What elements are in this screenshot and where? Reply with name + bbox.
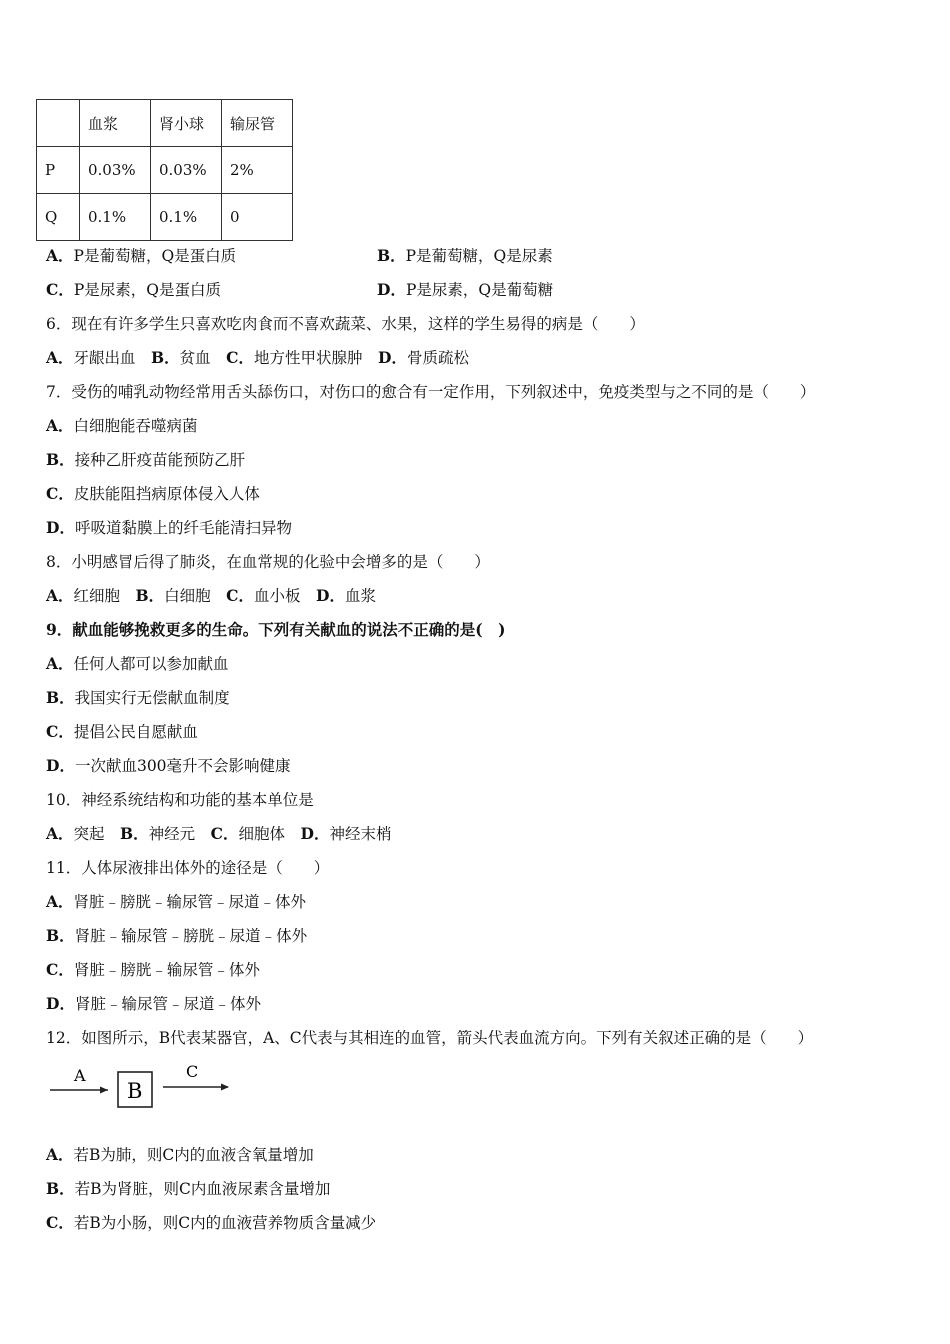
q12-option-c — [46, 1213, 376, 1233]
q7-option-b — [46, 450, 245, 470]
q12-option-b — [46, 1179, 330, 1199]
option-text: P是葡萄糖，Q是蛋白质 — [73, 247, 237, 265]
q9-option-d — [46, 756, 291, 776]
option-label: D． — [46, 518, 75, 537]
table-header-cell: 肾小球 — [151, 100, 222, 147]
table-row — [37, 147, 293, 194]
label-c: C — [186, 1062, 199, 1081]
q11-option-b — [46, 926, 307, 946]
table-header-row — [37, 100, 293, 147]
option-text: P是尿素，Q是葡萄糖 — [405, 281, 554, 299]
option-label: A． — [46, 246, 74, 265]
table-cell: 0.1% — [80, 194, 151, 241]
q11-option-c — [46, 960, 260, 980]
option-label: C． — [226, 348, 255, 367]
option-label: C． — [46, 484, 74, 503]
option-label: A． — [46, 892, 74, 911]
q10-options — [46, 824, 392, 844]
option-text: 牙龈出血 — [73, 349, 152, 367]
q8-stem: 8．小明感冒后得了肺炎，在血常规的化验中会增多的是（ ） — [46, 553, 490, 571]
table-cell: 0.03% — [80, 147, 151, 194]
option-text: 突起 — [73, 825, 121, 843]
option-text: 我国实行无偿献血制度 — [74, 689, 230, 707]
option-text: 神经末梢 — [329, 825, 392, 843]
option-label: B． — [46, 926, 75, 945]
arrow-c-head-icon — [221, 1084, 229, 1091]
option-text: 贫血 — [179, 349, 227, 367]
option-label: A． — [46, 654, 74, 673]
table-header-cell: 血浆 — [80, 100, 151, 147]
option-text: 肾脏﹣输尿管﹣尿道﹣体外 — [74, 995, 261, 1013]
option-label: B． — [46, 1179, 75, 1198]
option-label: A． — [46, 416, 74, 435]
option-text: 若B为小肠，则C内的血液营养物质含量减少 — [73, 1214, 377, 1232]
q11-stem: 11．人体尿液排出体外的途径是（ ） — [46, 859, 330, 877]
option-text: 若B为肾脏，则C内血液尿素含量增加 — [74, 1180, 331, 1198]
table-cell: 2% — [222, 147, 293, 194]
option-label: C． — [46, 1213, 74, 1232]
option-text: P是葡萄糖，Q是尿素 — [405, 247, 553, 265]
option-label: B． — [151, 348, 180, 367]
option-text: 肾脏﹣膀胱﹣输尿管﹣尿道﹣体外 — [73, 893, 307, 911]
option-label: D． — [378, 348, 407, 367]
q7-stem: 7．受伤的哺乳动物经常用舌头舔伤口，对伤口的愈合有一定作用，下列叙述中，免疫类型与之不同的是（ ） — [46, 383, 816, 401]
q9-option-b — [46, 688, 230, 708]
option-label: A． — [46, 824, 74, 843]
q6-stem: 6．现在有许多学生只喜欢吃肉食而不喜欢蔬菜、水果，这样的学生易得的病是（ ） — [46, 315, 645, 333]
option-label: D． — [300, 824, 330, 843]
option-label: A． — [46, 348, 74, 367]
option-text: 白细胞 — [164, 587, 227, 605]
option-text: 呼吸道黏膜上的纤毛能清扫异物 — [74, 519, 292, 537]
q7-option-a — [46, 416, 198, 436]
option-text: 肾脏﹣膀胱﹣输尿管﹣体外 — [73, 961, 260, 979]
option-text: 血小板 — [254, 587, 317, 605]
table-cell: P — [37, 147, 80, 194]
option-text: 血浆 — [344, 587, 376, 605]
option-label: C． — [46, 722, 74, 741]
q8-options — [46, 586, 376, 606]
option-text: P是尿素，Q是蛋白质 — [73, 281, 221, 299]
option-text: 一次献血300毫升不会影响健康 — [74, 757, 291, 775]
option-text: 肾脏﹣输尿管﹣膀胱﹣尿道﹣体外 — [74, 927, 308, 945]
table-header-cell: 输尿管 — [222, 100, 293, 147]
option-label: B． — [120, 824, 149, 843]
option-label: B． — [46, 450, 75, 469]
q7-option-d — [46, 518, 292, 538]
table-cell: 0.1% — [151, 194, 222, 241]
q10-stem: 10．神经系统结构和功能的基本单位是 — [46, 791, 314, 809]
option-text: 红细胞 — [73, 587, 136, 605]
table-row — [37, 194, 293, 241]
option-text: 提倡公民自愿献血 — [73, 723, 198, 741]
q9-option-c — [46, 722, 198, 742]
q5-option-c — [46, 280, 221, 300]
option-text: 白细胞能吞噬病菌 — [73, 417, 198, 435]
q7-option-c — [46, 484, 260, 504]
q5-option-a — [46, 246, 236, 266]
option-label: D． — [377, 280, 406, 299]
option-label: D． — [46, 756, 75, 775]
option-text: 皮肤能阻挡病原体侵入人体 — [73, 485, 260, 503]
q5-option-d — [377, 280, 553, 300]
blood-flow-diagram — [46, 1062, 246, 1112]
option-label: B． — [135, 586, 165, 605]
q9-option-a — [46, 654, 229, 674]
arrow-a-head-icon — [100, 1087, 108, 1094]
q12-stem: 12．如图所示，B代表某器官，A、C代表与其相连的血管，箭头代表血流方向。下列有关叙述正确的是（ ） — [46, 1029, 814, 1047]
label-b: B — [127, 1079, 143, 1103]
table-cell: 0 — [222, 194, 293, 241]
q11-option-d — [46, 994, 261, 1014]
option-text: 接种乙肝疫苗能预防乙肝 — [74, 451, 246, 469]
option-label: D． — [316, 586, 345, 605]
q5-data-table — [36, 99, 293, 241]
option-text: 骨质疏松 — [406, 349, 469, 367]
table-cell: Q — [37, 194, 80, 241]
option-label: B． — [46, 688, 75, 707]
table-cell — [37, 100, 80, 147]
option-label: D． — [46, 994, 75, 1013]
q9-stem: 9．献血能够挽救更多的生命。下列有关献血的说法不正确的是( ) — [46, 620, 506, 639]
option-text: 细胞体 — [238, 825, 301, 843]
q5-option-b — [377, 246, 553, 266]
option-label: C． — [210, 824, 239, 843]
q12-option-a — [46, 1145, 314, 1165]
option-text: 神经元 — [148, 825, 211, 843]
label-a: A — [74, 1066, 86, 1085]
option-label: C． — [46, 280, 74, 299]
table-cell: 0.03% — [151, 147, 222, 194]
option-label: B． — [377, 246, 406, 265]
option-label: A． — [46, 1145, 74, 1164]
q11-option-a — [46, 892, 306, 912]
option-text: 若B为肺，则C内的血液含氧量增加 — [73, 1146, 314, 1164]
option-label: A． — [46, 586, 74, 605]
option-label: C． — [46, 960, 74, 979]
option-label: C． — [226, 586, 255, 605]
option-text: 任何人都可以参加献血 — [73, 655, 229, 673]
option-text: 地方性甲状腺肿 — [254, 349, 379, 367]
q6-options — [46, 348, 469, 368]
